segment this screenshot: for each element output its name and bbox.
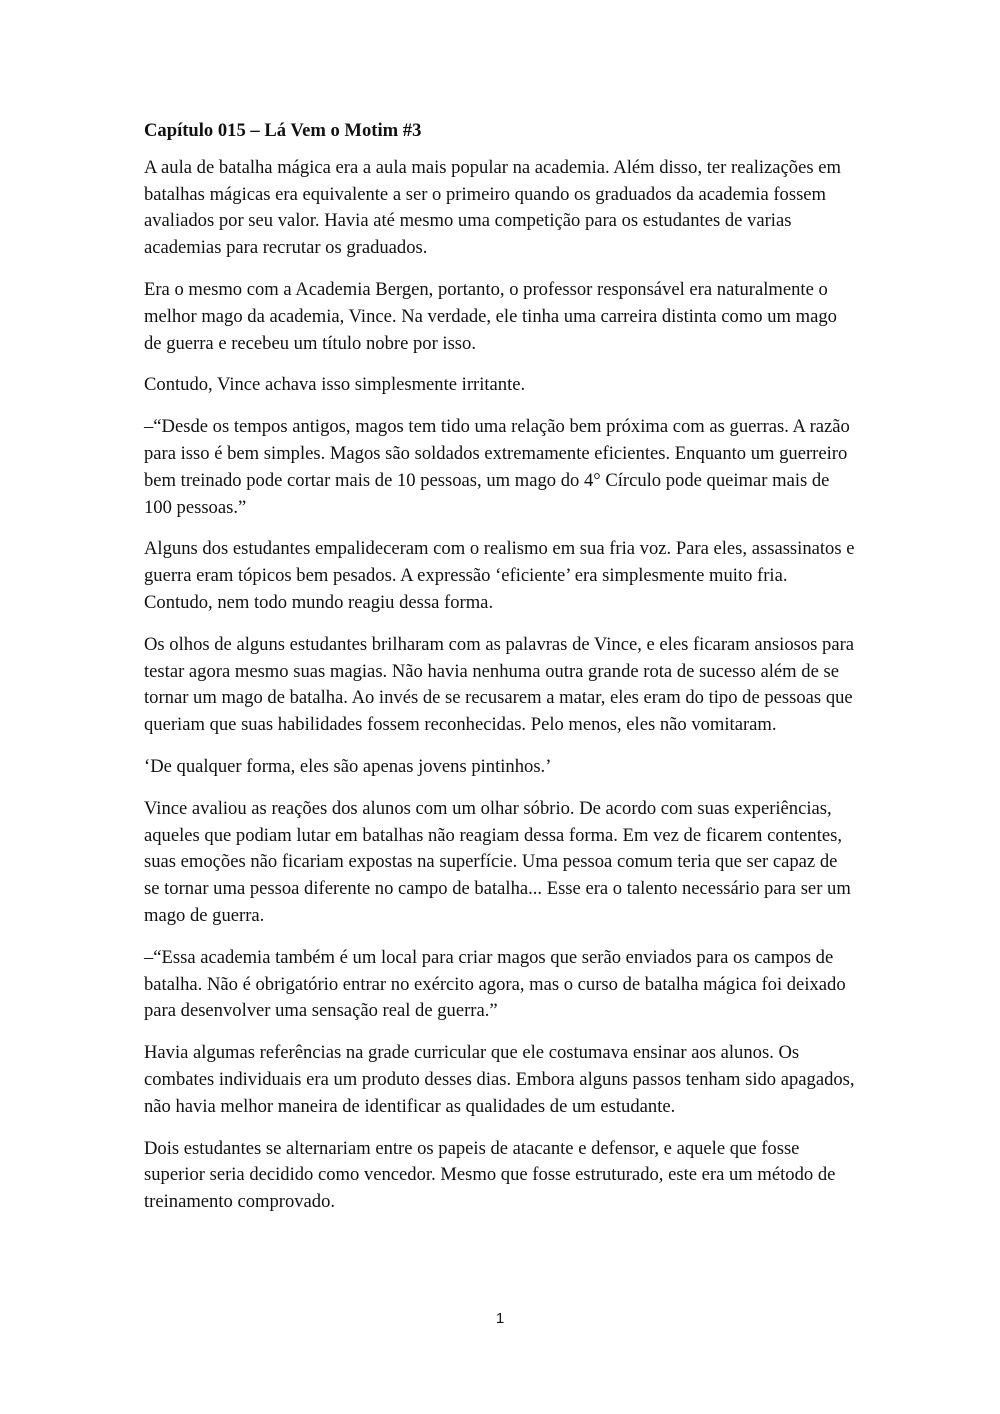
paragraph-4: –“Desde os tempos antigos, magos tem tido uma relação bem próxima com as guerras. A razão para isso é bem simples. Magos são soldados extremamente eficientes. Enquanto um guerreiro bem treinado pode cortar mais de 10 pessoas, um mago do 4° Círculo pode queimar mais de 100 pessoas.” <box>144 416 850 518</box>
paragraph-9: –“Essa academia também é um local para criar magos que serão enviados para os campos de batalha. Não é obrigatório entrar no exército agora, mas o curso de batalha mágica foi deixado para desenvolver uma sensação real de guerra.” <box>144 946 846 1022</box>
paragraph-1: A aula de batalha mágica era a aula mais popular na academia. Além disso, ter realizações em batalhas mágicas era equivalente a ser o primeiro quando os graduados da academia fossem avaliados por seu valor. Havia até mesmo uma competição para os estudantes de varias academias para recrutar os graduados. <box>144 156 841 259</box>
paragraph-10: Havia algumas referências na grade curricular que ele costumava ensinar aos alunos. Os combates individuais era um produto desses dias. Embora alguns passos tenham sido apagados, não havia melhor maneira de identificar as qualidades de um estudante. <box>144 1042 855 1117</box>
paragraph-5: Alguns dos estudantes empalideceram com o realismo em sua fria voz. Para eles, assassinatos e guerra eram tópicos bem pesados. A expressão ‘eficiente’ era simplesmente muito fria. Contudo, nem todo mundo reagiu dessa forma. <box>144 538 855 613</box>
paragraph-6: Os olhos de alguns estudantes brilharam com as palavras de Vince, e eles ficaram ansiosos para testar agora mesmo suas magias. Não havia nenhuma outra grande rota de sucesso além de se tornar um mago de batalha. Ao invés de se recusarem a matar, eles eram do tipo de pessoas que queriam que suas habilidades fossem reconhecidas. Pelo menos, eles não vomitaram. <box>144 633 855 736</box>
page-number: 1 <box>495 1310 505 1327</box>
paragraph-3: Contudo, Vince achava isso simplesmente irritante. <box>144 374 526 396</box>
page-content <box>144 118 856 1231</box>
paragraph-7: ‘De qualquer forma, eles são apenas jovens pintinhos.’ <box>144 755 552 777</box>
chapter-title: Capítulo 015 – Lá Vem o Motim #3 <box>144 120 422 141</box>
paragraph-2: Era o mesmo com a Academia Bergen, portanto, o professor responsável era naturalmente o melhor mago da academia, Vince. Na verdade, ele tinha uma carreira distinta como um mago de guerra e recebeu um título nobre por isso. <box>144 278 837 354</box>
paragraph-11: Dois estudantes se alternariam entre os papeis de atacante e defensor, e aquele que fosse superior seria decidido como vencedor. Mesmo que fosse estruturado, este era um método de treinamento comprovado. <box>144 1137 836 1213</box>
paragraph-8: Vince avaliou as reações dos alunos com um olhar sóbrio. De acordo com suas experiências, aqueles que podiam lutar em batalhas não reagiam dessa forma. Em vez de ficarem contentes, suas emoções não ficariam expostas na superfície. Uma pessoa comum teria que ser capaz de se tornar uma pessoa diferente no campo de batalha... Esse era o talento necessário para ser um mago de guerra. <box>144 797 851 926</box>
